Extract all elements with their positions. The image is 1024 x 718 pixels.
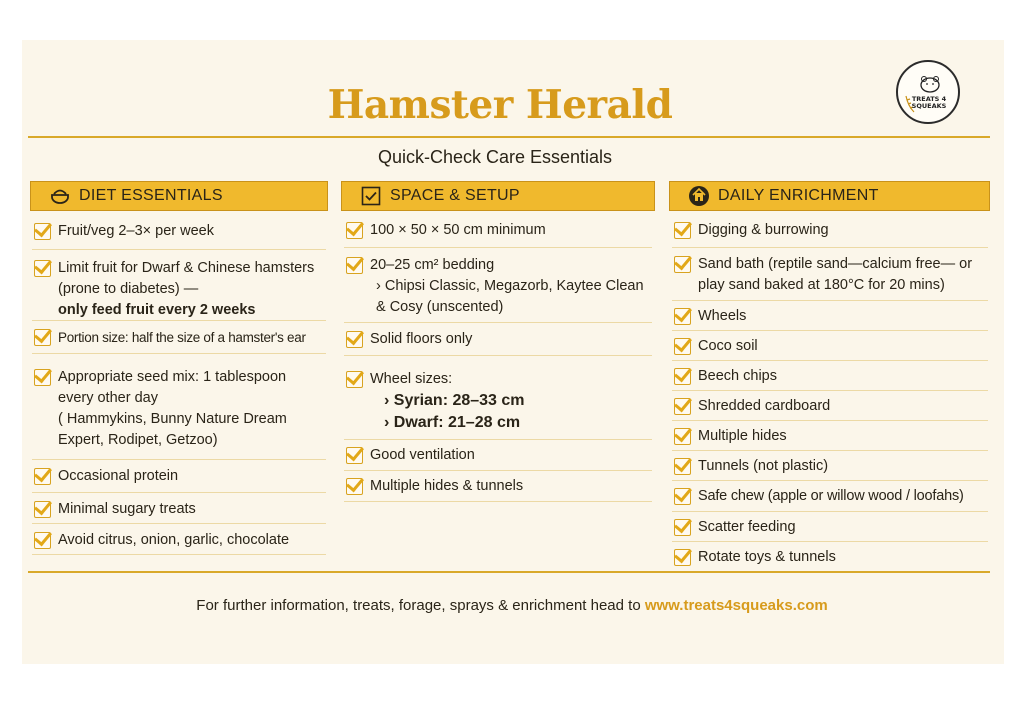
list-item — [672, 421, 988, 451]
checkmark-icon — [346, 478, 363, 495]
item-text: Rotate toys & tunnels — [698, 549, 836, 565]
daily-enrichment-heading — [669, 181, 990, 211]
list-item — [672, 542, 988, 572]
list-item — [344, 323, 652, 356]
list-item — [672, 481, 988, 512]
item-text: Minimal sugary treats — [58, 501, 196, 517]
wheel-size-syrian: › Syrian: 28–33 cm — [384, 392, 525, 409]
list-item — [32, 524, 326, 555]
list-item — [344, 356, 652, 440]
header-divider — [28, 136, 990, 138]
footer-text: For further information, treats, forage, sprays & enrichment head to — [196, 597, 641, 614]
checkmark-icon — [674, 398, 691, 415]
checkmark-icon — [674, 256, 691, 273]
checkmark-icon — [34, 369, 51, 386]
list-item — [672, 248, 988, 301]
item-text: 100 × 50 × 50 cm minimum — [370, 222, 546, 238]
item-text: Shredded cardboard — [698, 398, 831, 414]
checkmark-icon — [674, 428, 691, 445]
item-text: Beech chips — [698, 368, 777, 384]
checkmark-icon — [346, 222, 363, 239]
checkbox-icon — [360, 185, 382, 207]
treats4squeaks-logo — [896, 60, 960, 124]
checkmark-icon — [674, 222, 691, 239]
list-item — [344, 440, 652, 471]
diet-essentials-list — [32, 212, 326, 555]
space-setup-list — [344, 212, 652, 502]
item-subtext: › Chipsi Classic, Megazorb, Kaytee Clean & Cosy (unscented) — [376, 278, 644, 315]
space-setup-label: SPACE & SETUP — [390, 187, 520, 204]
item-text: 20–25 cm² bedding — [370, 257, 495, 273]
item-text: Multiple hides — [698, 428, 787, 444]
list-item — [672, 451, 988, 481]
list-item — [32, 212, 326, 250]
checkmark-icon — [674, 549, 691, 566]
list-item — [344, 212, 652, 248]
item-text: Safe chew (apple or willow wood / loofahs) — [698, 488, 964, 504]
checkmark-icon — [346, 447, 363, 464]
list-item — [344, 471, 652, 502]
checkmark-icon — [34, 468, 51, 485]
checkmark-icon — [34, 329, 51, 346]
item-text: Avoid citrus, onion, garlic, chocolate — [58, 532, 290, 548]
footer — [0, 597, 1024, 614]
item-text: Occasional protein — [58, 468, 179, 484]
checkmark-icon — [34, 501, 51, 518]
list-item — [32, 493, 326, 524]
house-icon — [688, 185, 710, 207]
checkmark-icon — [674, 308, 691, 325]
list-item — [32, 250, 326, 321]
footer-divider — [28, 571, 990, 573]
website-link[interactable]: www.treats4squeaks.com — [644, 597, 828, 614]
item-text: Wheel sizes: — [370, 371, 453, 387]
item-text: Appropriate seed mix: 1 tablespoon every other day — [58, 369, 287, 406]
list-item — [672, 212, 988, 248]
item-text: Wheels — [698, 308, 747, 324]
checkmark-icon — [34, 223, 51, 240]
logo-text: TREATS 4 SQUEAKS — [911, 95, 947, 110]
checkmark-icon — [674, 458, 691, 475]
item-text: Coco soil — [698, 338, 758, 354]
food-bowl-icon — [49, 185, 71, 207]
item-text: Portion size: half the size of a hamster's ear — [58, 330, 306, 345]
item-text: Tunnels (not plastic) — [698, 458, 829, 474]
list-item — [32, 321, 326, 354]
checkmark-icon — [674, 488, 691, 505]
item-text: Multiple hides & tunnels — [370, 478, 524, 494]
page-title: Hamster Herald — [327, 82, 673, 128]
item-subtext: ( Hammykins, Bunny Nature Dream Expert, Rodipet, Getzoo) — [58, 411, 287, 448]
list-item — [344, 248, 652, 323]
checkmark-icon — [674, 519, 691, 536]
item-text: Sand bath (reptile sand—calcium free— or play sand baked at 180°C for 20 mins) — [698, 256, 973, 293]
item-text: Fruit/veg 2–3× per week — [58, 223, 214, 239]
item-text: Digging & burrowing — [698, 222, 829, 238]
checkmark-icon — [346, 371, 363, 388]
item-text: Good ventilation — [370, 447, 475, 463]
daily-enrichment-label: DAILY ENRICHMENT — [718, 187, 879, 204]
space-setup-heading — [341, 181, 655, 211]
checkmark-icon — [34, 260, 51, 277]
item-text: Limit fruit for Dwarf & Chinese hamsters (prone to diabetes) — — [58, 260, 315, 297]
diet-essentials-label: DIET ESSENTIALS — [79, 187, 223, 204]
checkmark-icon — [346, 331, 363, 348]
diet-essentials-heading — [30, 181, 328, 211]
hamster-logo-icon — [898, 62, 962, 126]
list-item — [672, 512, 988, 542]
list-item — [672, 361, 988, 391]
item-text: Scatter feeding — [698, 519, 796, 535]
list-item — [672, 331, 988, 361]
list-item — [32, 354, 326, 460]
list-item — [672, 301, 988, 331]
checkmark-icon — [34, 532, 51, 549]
list-item — [32, 460, 326, 493]
checkmark-icon — [674, 368, 691, 385]
page-subtitle: Quick-Check Care Essentials — [377, 147, 613, 167]
daily-enrichment-list — [672, 212, 988, 572]
checkmark-icon — [674, 338, 691, 355]
checkmark-icon — [346, 257, 363, 274]
item-text: Solid floors only — [370, 331, 473, 347]
wheel-size-dwarf: › Dwarf: 21–28 cm — [384, 414, 521, 431]
item-bold-text: only feed fruit every 2 weeks — [58, 302, 256, 318]
list-item — [672, 391, 988, 421]
